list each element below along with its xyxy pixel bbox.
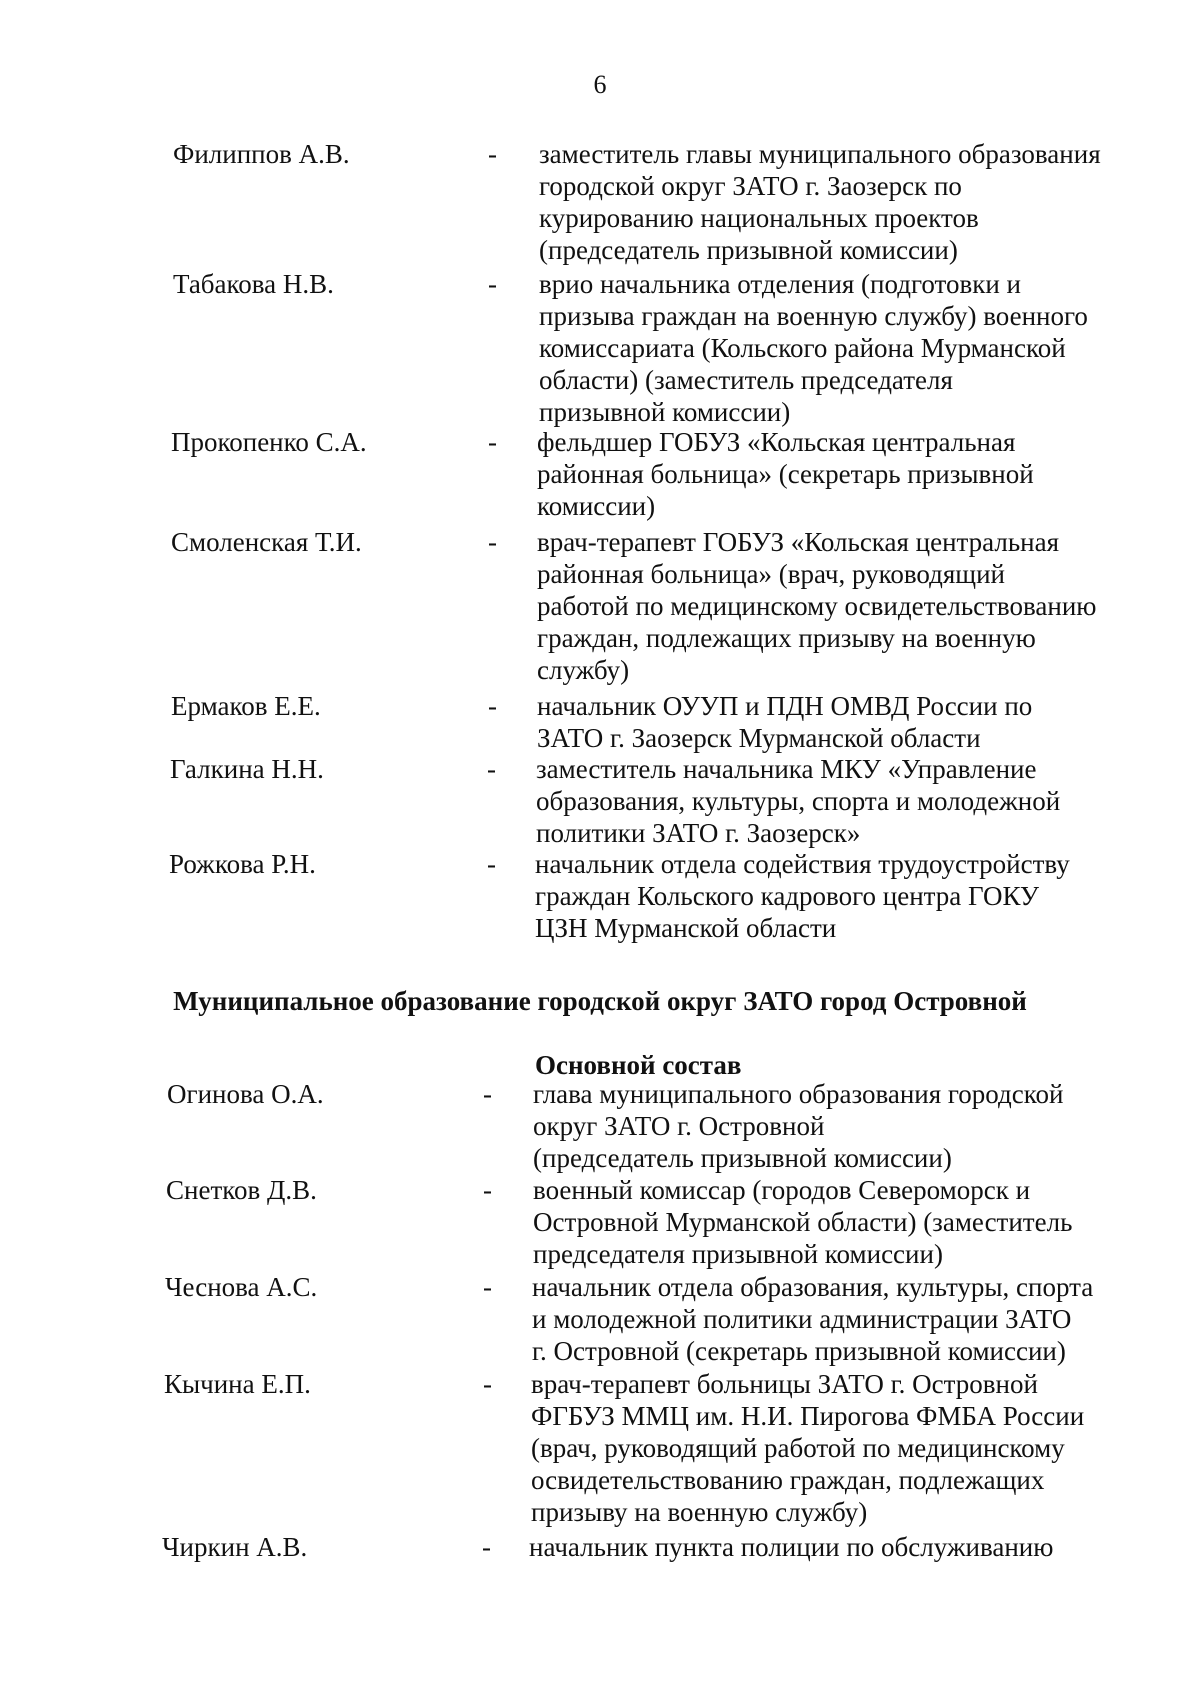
position-line: ФГБУЗ ММЦ им. Н.И. Пирогова ФМБА России <box>531 1401 1085 1431</box>
member-position <box>537 426 1137 522</box>
position-line: образования, культуры, спорта и молодежной <box>536 786 1061 816</box>
position-line: ЦЗН Мурманской области <box>535 913 837 943</box>
section-heading: Муниципальное образование городской округ ЗАТО город Островной <box>173 986 1027 1016</box>
member-name: Чеснова А.С. <box>165 1272 318 1302</box>
dash-separator: - <box>483 1369 492 1399</box>
member-name: Филиппов А.В. <box>173 139 350 169</box>
position-line: г. Островной (секретарь призывной комиссии) <box>532 1336 1066 1366</box>
dash-separator: - <box>488 691 497 721</box>
member-name: Снетков Д.В. <box>166 1175 317 1205</box>
dash-separator: - <box>487 754 496 784</box>
page-number: 6 <box>593 70 607 99</box>
position-line: Островной Мурманской области) (заместитель <box>533 1207 1073 1237</box>
position-line: начальник ОУУП и ПДН ОМВД России по <box>537 691 1033 721</box>
position-line: начальник отдела содействия трудоустройству <box>535 849 1070 879</box>
position-line: политики ЗАТО г. Заозерск» <box>536 818 861 848</box>
dash-separator: - <box>487 849 496 879</box>
dash-separator: - <box>488 139 497 169</box>
dash-separator: - <box>488 269 497 299</box>
member-name: Табакова Н.В. <box>173 269 334 299</box>
member-name: Галкина Н.Н. <box>170 754 324 784</box>
position-line: начальник отдела образования, культуры, спорта <box>532 1272 1094 1302</box>
member-position <box>529 1531 1129 1563</box>
member-name: Огинова О.А. <box>167 1079 324 1109</box>
position-line: освидетельствованию граждан, подлежащих <box>531 1465 1045 1495</box>
dash-separator: - <box>483 1079 492 1109</box>
position-line: комиссии) <box>537 491 656 521</box>
position-line: работой по медицинскому освидетельствованию <box>537 591 1097 621</box>
member-name: Ермаков Е.Е. <box>171 691 321 721</box>
position-line: (председатель призывной комиссии) <box>539 235 958 265</box>
member-name: Рожкова Р.Н. <box>169 849 316 879</box>
position-line: курированию национальных проектов <box>539 203 979 233</box>
dash-separator: - <box>483 1175 492 1205</box>
position-line: ЗАТО г. Заозерск Мурманской области <box>537 723 981 753</box>
position-line: городской округ ЗАТО г. Заозерск по <box>539 171 962 201</box>
member-name: Смоленская Т.И. <box>171 527 362 557</box>
position-line: глава муниципального образования городской <box>533 1079 1064 1109</box>
position-line: службу) <box>537 655 630 685</box>
dash-separator: - <box>488 427 497 457</box>
position-line: врач-терапевт ГОБУЗ «Кольская центральная <box>537 527 1060 557</box>
position-line: призывной комиссии) <box>539 397 791 427</box>
position-line: военный комиссар (городов Североморск и <box>533 1175 1031 1205</box>
member-position <box>539 268 1139 428</box>
member-position <box>533 1078 1133 1174</box>
member-position <box>532 1271 1132 1367</box>
position-line: заместитель начальника МКУ «Управление <box>536 754 1037 784</box>
position-line: председателя призывной комиссии) <box>533 1239 943 1269</box>
member-position <box>536 753 1136 849</box>
dash-separator: - <box>488 527 497 557</box>
member-position <box>537 526 1137 686</box>
position-line: районная больница» (секретарь призывной <box>537 459 1034 489</box>
position-line: врач-терапевт больницы ЗАТО г. Островной <box>531 1369 1038 1399</box>
subheading-main-composition: Основной состав <box>535 1050 742 1080</box>
member-position <box>537 690 1137 754</box>
position-line: комиссариата (Кольского района Мурманской <box>539 333 1066 363</box>
position-line: начальник пункта полиции по обслуживанию <box>529 1532 1054 1562</box>
position-line: области) (заместитель председателя <box>539 365 953 395</box>
position-line: фельдшер ГОБУЗ «Кольская центральная <box>537 427 1016 457</box>
position-line: граждан, подлежащих призыву на военную <box>537 623 1036 653</box>
position-line: округ ЗАТО г. Островной <box>533 1111 825 1141</box>
position-line: (врач, руководящий работой по медицинскому <box>531 1433 1065 1463</box>
member-position <box>533 1174 1133 1270</box>
dash-separator: - <box>482 1532 491 1562</box>
position-line: врио начальника отделения (подготовки и <box>539 269 1021 299</box>
position-line: районная больница» (врач, руководящий <box>537 559 1005 589</box>
member-position <box>535 848 1135 944</box>
position-line: призыву на военную службу) <box>531 1497 868 1527</box>
member-name: Кычина Е.П. <box>164 1369 311 1399</box>
member-position <box>539 138 1139 266</box>
position-line: призыва граждан на военную службу) военного <box>539 301 1088 331</box>
position-line: (председатель призывной комиссии) <box>533 1143 952 1173</box>
position-line: граждан Кольского кадрового центра ГОКУ <box>535 881 1040 911</box>
dash-separator: - <box>483 1272 492 1302</box>
member-name: Прокопенко С.А. <box>171 427 367 457</box>
member-position <box>531 1368 1131 1528</box>
position-line: заместитель главы муниципального образования <box>539 139 1101 169</box>
member-name: Чиркин А.В. <box>162 1532 308 1562</box>
position-line: и молодежной политики администрации ЗАТО <box>532 1304 1072 1334</box>
